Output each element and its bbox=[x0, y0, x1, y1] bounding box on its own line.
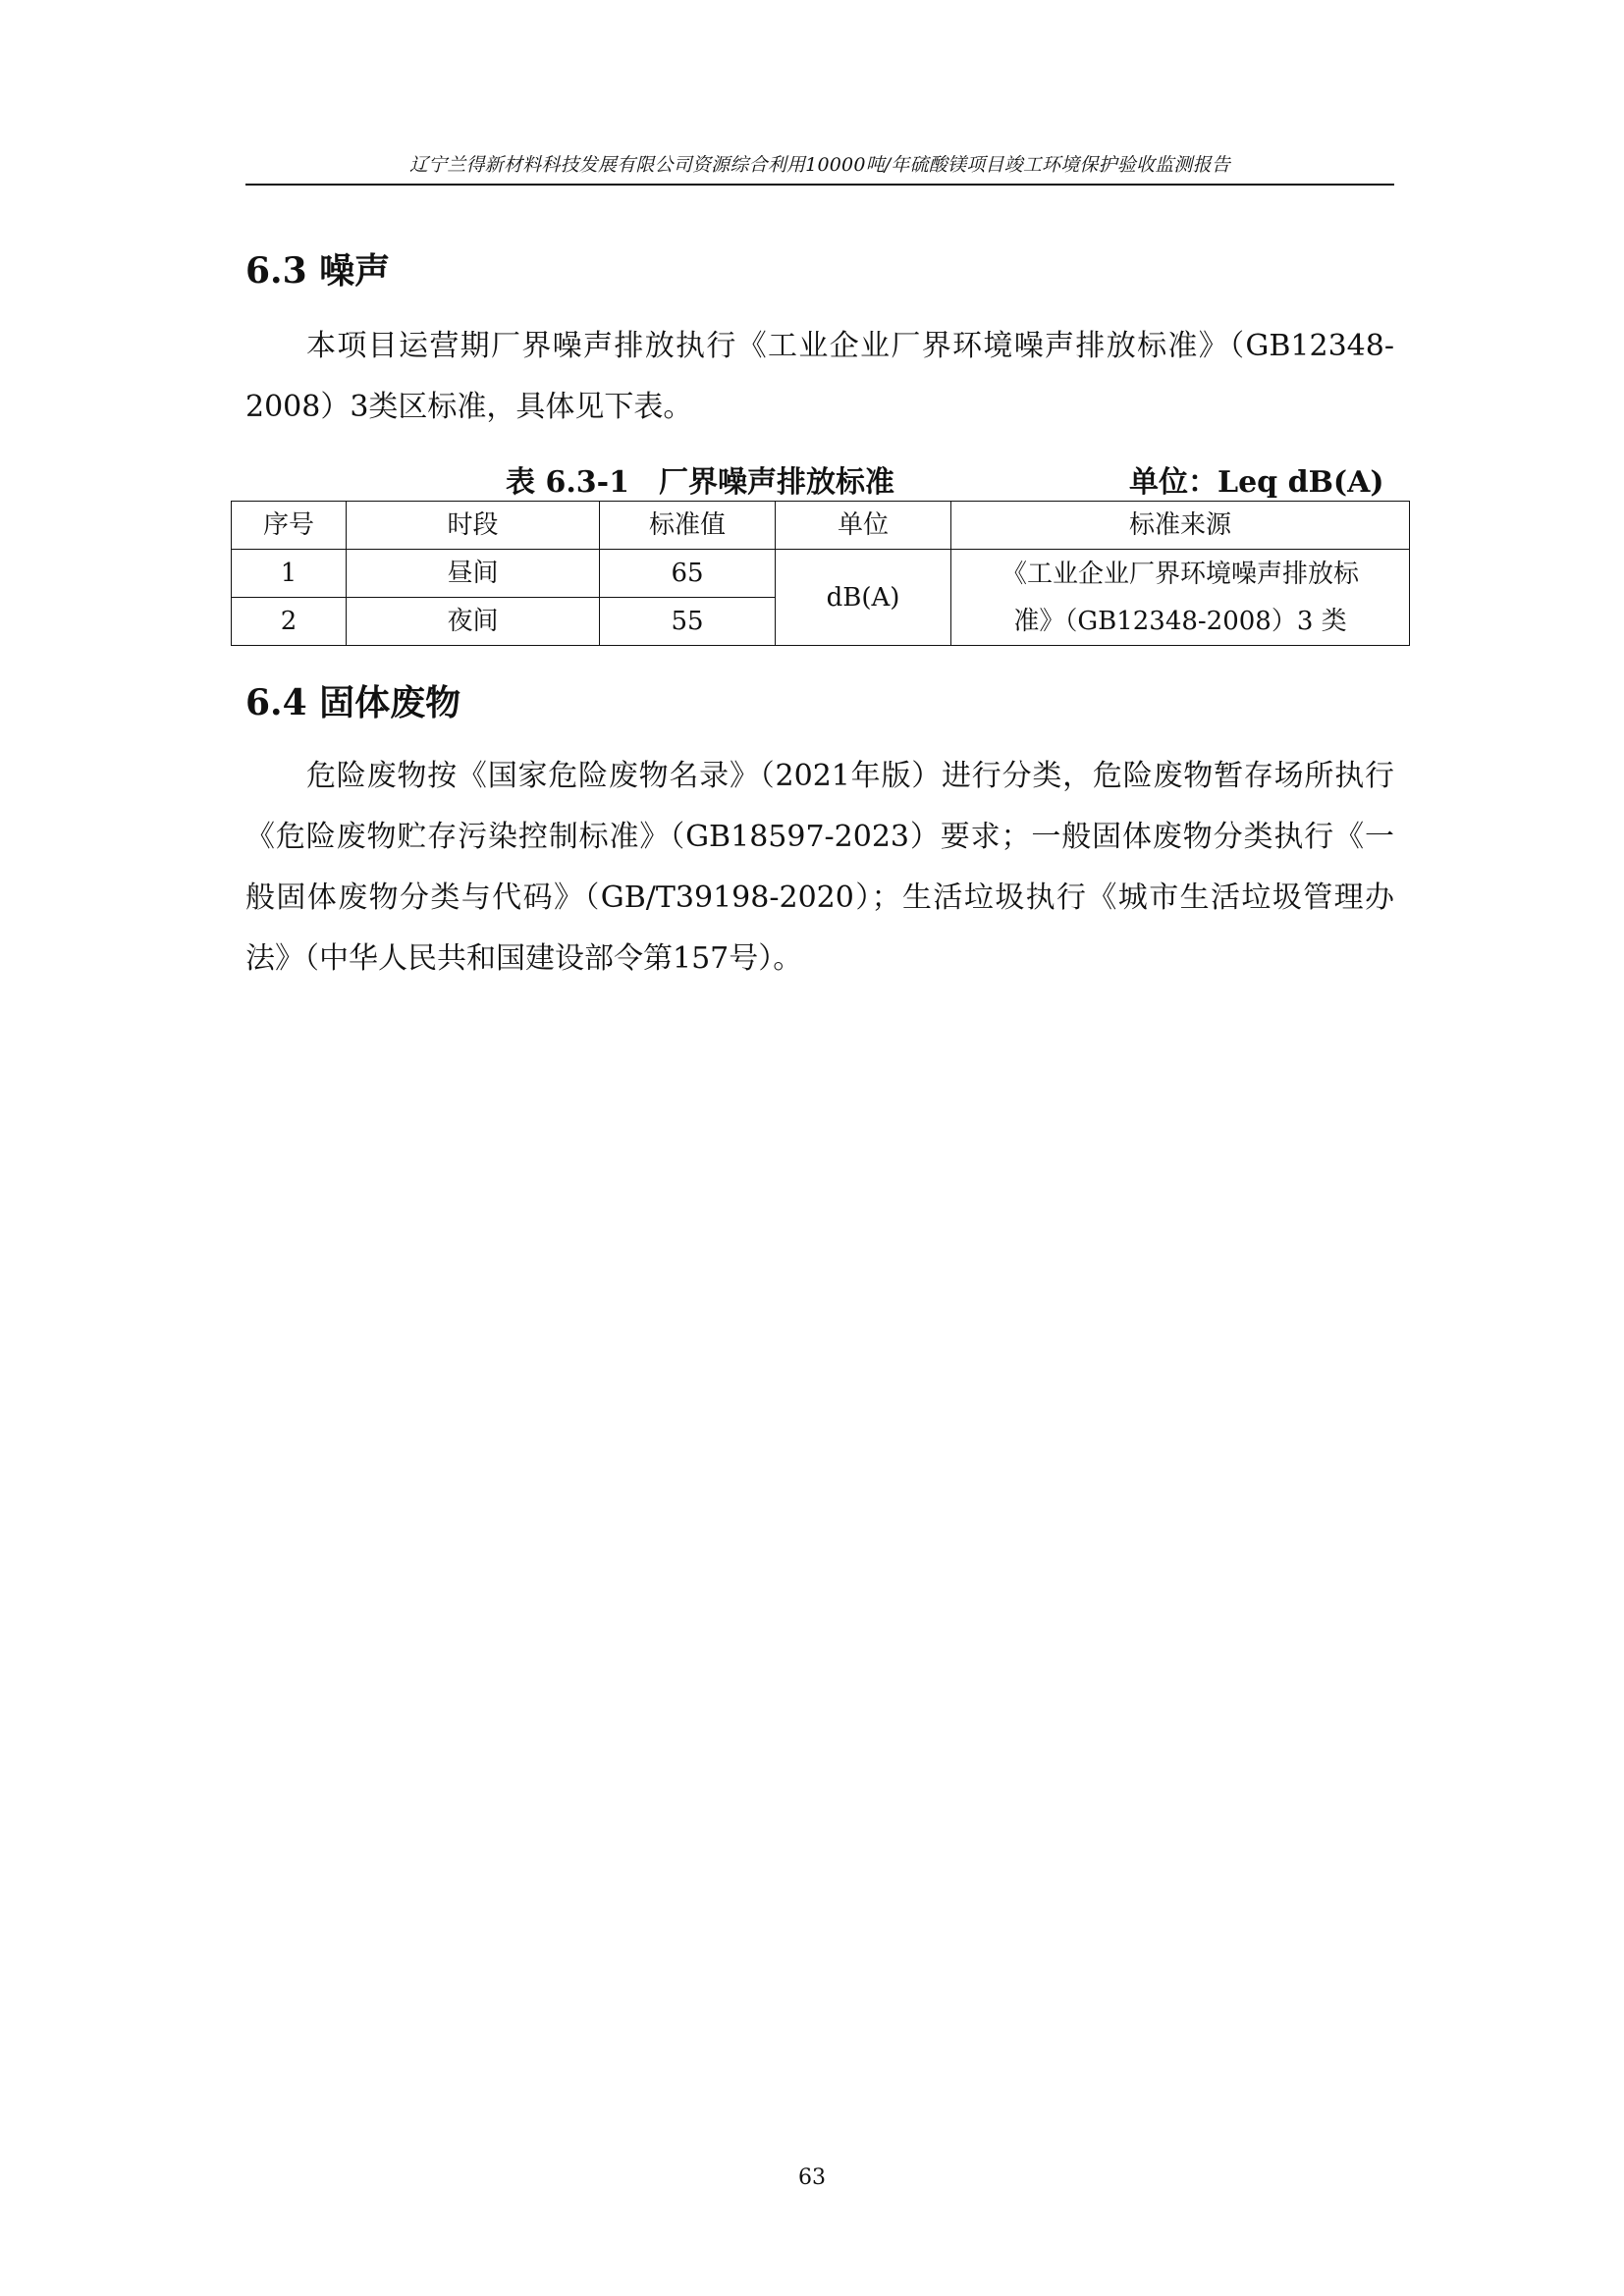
header-cell-period: 时段 bbox=[347, 502, 600, 550]
table-unit-label: 单位：Leq dB(A) bbox=[1129, 465, 1384, 500]
cell-value: 65 bbox=[600, 550, 776, 598]
noise-standard-table bbox=[231, 501, 1410, 646]
cell-no: 2 bbox=[232, 598, 347, 646]
solid-waste-paragraph: 危险废物按《国家危险废物名录》（2021年版）进行分类，危险废物暂存场所执行《危险废物贮存污染控制标准》（GB18597-2023）要求；一般固体废物分类执行《一般固体废物分类与代码》（GB/T39198-2020）；生活垃圾执行《城市生活垃圾管理办法》（中华人民共和国建设部令第157号）。 bbox=[245, 759, 1394, 976]
cell-unit: dB(A) bbox=[776, 550, 951, 646]
table-header-row bbox=[232, 502, 1410, 550]
header-cell-unit: 单位 bbox=[776, 502, 951, 550]
section-heading-solid-waste: 6.4 固体废物 bbox=[245, 682, 461, 723]
source-line-1: 《工业企业厂界环境噪声排放标 bbox=[1001, 559, 1359, 589]
noise-paragraph: 本项目运营期厂界噪声排放执行《工业企业厂界环境噪声排放标准》（GB12348-2008）3类区标准，具体见下表。 bbox=[245, 329, 1394, 424]
section-heading-noise: 6.3 噪声 bbox=[245, 250, 391, 292]
table-row bbox=[232, 550, 1410, 598]
cell-no: 1 bbox=[232, 550, 347, 598]
cell-period: 昼间 bbox=[347, 550, 600, 598]
cell-source bbox=[951, 550, 1410, 646]
header-rule bbox=[245, 184, 1394, 186]
cell-value: 55 bbox=[600, 598, 776, 646]
header-cell-no: 序号 bbox=[232, 502, 347, 550]
cell-period: 夜间 bbox=[347, 598, 600, 646]
table-caption: 表 6.3-1 厂界噪声排放标准 bbox=[506, 465, 894, 500]
header-cell-value: 标准值 bbox=[600, 502, 776, 550]
source-line-2: 准》（GB12348-2008）3 类 bbox=[1013, 606, 1347, 636]
running-header: 辽宁兰得新材料科技发展有限公司资源综合利用10000吨/年硫酸镁项目竣工环境保护验收监测报告 bbox=[408, 154, 1231, 176]
page-number: 63 bbox=[798, 2165, 826, 2190]
header-cell-source: 标准来源 bbox=[951, 502, 1410, 550]
